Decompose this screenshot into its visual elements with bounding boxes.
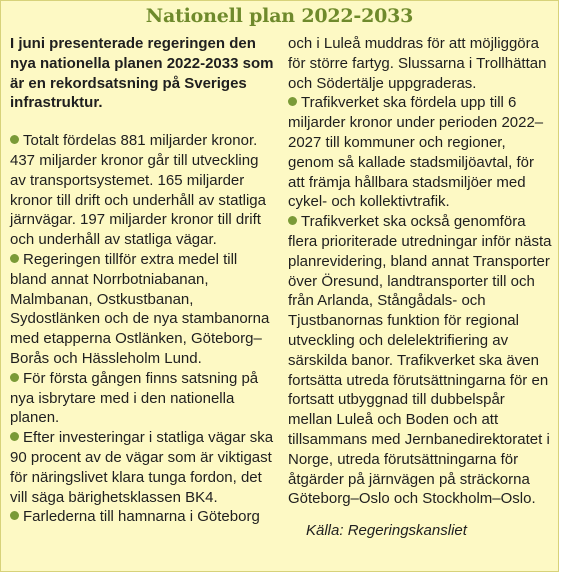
list-item-text: Farlederna till hamnarna i Göteborg (23, 508, 260, 526)
bullet-icon (10, 511, 19, 520)
list-item (288, 212, 552, 509)
source-credit: Källa: Regeringskansliet (306, 522, 467, 540)
list-item-text: Trafikverket ska också genomföra flera prioriterade utredningar inför nästa planrevidering, bland annat Transporter över Öresund, landtransporter till och från Arlanda, Stångådals- och Tjustbanornas funktion för regional utveckling och delelektrifiering av särskilda banor. Trafikverket ska även fortsätta utreda förutsättningarna för en fortsatt utbyggnad till dubbelspår mellan Luleå och Boden och att tillsammans med Jernbanedirektoratet i Norge, utreda förutsättningarna för åtgärder på järnvägen på sträckorna Göteborg–Oslo och Stockholm–Oslo. (288, 213, 552, 508)
bullet-icon (288, 97, 297, 106)
intro-text: I juni presenterade regeringen den nya nationella planen 2022-2033 som är en rekordsatsning på Sveriges infrastruktur. (10, 35, 274, 112)
bullet-icon (10, 373, 19, 382)
list-item-continuation: och i Luleå muddras för att möjliggöra för större fartyg. Slussarna i Trollhättan och Södertälje uppgraderas. (288, 35, 547, 92)
list-item-text: Regeringen tillför extra medel till bland annat Norrbotniabanan, Malmbanan, Ostkustbanan, Sydostlänken och de nya stambanorna med etapperna Ostlänken, Göteborg–Borås och Hässleholm Lund. (10, 250, 270, 367)
left-column (10, 34, 278, 527)
list-item (10, 369, 278, 428)
list-item-text: Efter investeringar i statliga vägar ska 90 procent av de vägar som är viktigast för näringslivet klara tunga fordon, det vill säga bärighetsklassen BK4. (10, 429, 274, 506)
right-column (288, 34, 552, 556)
list-item (288, 93, 552, 212)
list-item (10, 250, 278, 369)
box-title: Nationell plan 2022-2033 (145, 5, 414, 27)
bullet-icon (10, 432, 19, 441)
list-item (10, 507, 278, 527)
list-item (10, 131, 278, 250)
list-item (10, 428, 278, 507)
list-item-text: För första gången finns satsning på nya isbrytare med i den nationella planen. (10, 369, 259, 427)
bullet-icon (10, 135, 19, 144)
bullet-icon (10, 254, 19, 263)
list-item-text: Trafikverket ska fördela upp till 6 miljarder kronor under perioden 2022–2027 till kommuner och regioner, genom så kallade stadsmiljöavtal, för att främja hållbara stadsmiljöer med cykel- och kollektivtrafik. (288, 94, 544, 211)
list-item-text: Totalt fördelas 881 miljarder kronor. 437 miljarder kronor går till utveckling av transportsystemet. 165 miljarder kronor till drift och underhåll av statliga järnvägar. 197 miljarder kronor till drift och underhåll av statliga vägar. (10, 132, 266, 249)
bullet-icon (288, 216, 297, 225)
